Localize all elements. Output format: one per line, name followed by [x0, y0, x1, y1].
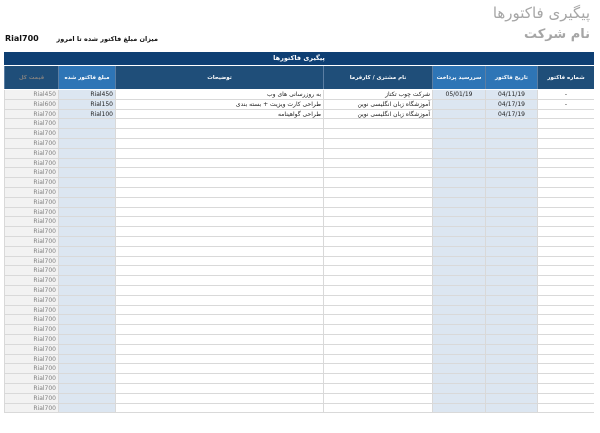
table-row-empty [4, 159, 594, 169]
cell-description[interactable] [115, 384, 323, 393]
cell-total[interactable]: Rial600 [4, 100, 58, 109]
cell-total[interactable]: Rial700 [4, 384, 58, 393]
cell-client[interactable] [323, 227, 432, 236]
invoiced-to-date-value[interactable]: Rial700 [5, 34, 39, 43]
cell-amount[interactable] [58, 404, 115, 413]
cell-amount[interactable] [58, 237, 115, 246]
col-header-total[interactable]: قیمت کل [4, 66, 58, 89]
cell-total[interactable]: Rial700 [4, 335, 58, 344]
cell-total[interactable]: Rial700 [4, 257, 58, 266]
cell-due-date[interactable] [432, 345, 485, 354]
cell-client[interactable] [323, 188, 432, 197]
cell-due-date[interactable] [432, 119, 485, 128]
cell-invoice-number[interactable] [537, 276, 594, 285]
table-row-empty [4, 119, 594, 129]
cell-invoice-number[interactable] [537, 208, 594, 217]
cell-description[interactable] [115, 394, 323, 403]
company-name[interactable]: نام شرکت [523, 27, 590, 42]
cell-client[interactable] [323, 257, 432, 266]
cell-invoice-date[interactable] [485, 188, 537, 197]
cell-total[interactable]: Rial700 [4, 296, 58, 305]
cell-description[interactable]: به روزرسانی های وب [115, 90, 323, 99]
cell-amount[interactable]: Rial450 [58, 90, 115, 99]
cell-description[interactable] [115, 364, 323, 373]
cell-due-date[interactable] [432, 139, 485, 148]
cell-client[interactable] [323, 266, 432, 275]
table-row [4, 90, 594, 100]
cell-description[interactable] [115, 335, 323, 344]
cell-client[interactable] [323, 247, 432, 256]
cell-description[interactable] [115, 168, 323, 177]
cell-invoice-number[interactable] [537, 296, 594, 305]
cell-due-date[interactable] [432, 384, 485, 393]
cell-amount[interactable] [58, 129, 115, 138]
cell-amount[interactable] [58, 276, 115, 285]
cell-client[interactable]: آموزشگاه زبان انگلیسی نوین [323, 110, 432, 119]
cell-due-date[interactable] [432, 149, 485, 158]
cell-invoice-number[interactable] [537, 374, 594, 383]
cell-client[interactable] [323, 364, 432, 373]
table-row-empty [4, 384, 594, 394]
table-row-empty [4, 374, 594, 384]
cell-client[interactable]: آموزشگاه زبان انگلیسی نوین [323, 100, 432, 109]
cell-invoice-number[interactable] [537, 355, 594, 364]
cell-invoice-date[interactable] [485, 266, 537, 275]
cell-description[interactable]: طراحی گواهینامه [115, 110, 323, 119]
cell-description[interactable] [115, 188, 323, 197]
cell-client[interactable] [323, 374, 432, 383]
cell-client[interactable] [323, 237, 432, 246]
cell-total[interactable]: Rial700 [4, 168, 58, 177]
table-row-empty [4, 355, 594, 365]
cell-invoice-date[interactable] [485, 168, 537, 177]
cell-invoice-date[interactable] [485, 394, 537, 403]
cell-total[interactable]: Rial700 [4, 325, 58, 334]
table-header-row [4, 66, 594, 89]
document-title: پیگیری فاکتورها [492, 4, 590, 22]
cell-amount[interactable] [58, 394, 115, 403]
cell-invoice-date[interactable] [485, 247, 537, 256]
cell-description[interactable] [115, 315, 323, 324]
cell-due-date[interactable] [432, 266, 485, 275]
cell-invoice-number[interactable] [537, 325, 594, 334]
cell-due-date[interactable] [432, 374, 485, 383]
cell-due-date[interactable] [432, 178, 485, 187]
cell-due-date[interactable] [432, 208, 485, 217]
cell-description[interactable] [115, 257, 323, 266]
cell-total[interactable]: Rial700 [4, 364, 58, 373]
cell-amount[interactable] [58, 364, 115, 373]
cell-total[interactable]: Rial700 [4, 237, 58, 246]
cell-invoice-number[interactable] [537, 139, 594, 148]
cell-amount[interactable] [58, 139, 115, 148]
cell-description[interactable]: طراحی کارت ویزیت + بسته بندی [115, 100, 323, 109]
cell-total[interactable]: Rial700 [4, 374, 58, 383]
cell-description[interactable] [115, 266, 323, 275]
cell-due-date[interactable] [432, 188, 485, 197]
cell-description[interactable] [115, 208, 323, 217]
table-row-empty [4, 208, 594, 218]
cell-description[interactable] [115, 119, 323, 128]
cell-amount[interactable] [58, 208, 115, 217]
table-row-empty [4, 286, 594, 296]
cell-due-date[interactable] [432, 404, 485, 413]
cell-total[interactable]: Rial700 [4, 247, 58, 256]
cell-due-date[interactable] [432, 198, 485, 207]
cell-client[interactable] [323, 404, 432, 413]
cell-invoice-date[interactable] [485, 345, 537, 354]
cell-description[interactable] [115, 306, 323, 315]
cell-invoice-date[interactable] [485, 217, 537, 226]
cell-invoice-date[interactable] [485, 257, 537, 266]
cell-due-date[interactable] [432, 355, 485, 364]
cell-invoice-date[interactable] [485, 237, 537, 246]
cell-total[interactable]: Rial700 [4, 119, 58, 128]
cell-description[interactable] [115, 286, 323, 295]
table-row-empty [4, 188, 594, 198]
cell-invoice-number[interactable] [537, 345, 594, 354]
cell-client[interactable] [323, 325, 432, 334]
cell-client[interactable] [323, 208, 432, 217]
cell-invoice-number[interactable] [537, 159, 594, 168]
cell-due-date[interactable] [432, 100, 485, 109]
cell-invoice-date[interactable] [485, 404, 537, 413]
cell-client[interactable] [323, 384, 432, 393]
cell-due-date[interactable] [432, 364, 485, 373]
cell-invoice-date[interactable] [485, 315, 537, 324]
cell-invoice-number[interactable] [537, 306, 594, 315]
table-row-empty [4, 149, 594, 159]
col-header-due-date[interactable]: سررسید پرداخت [432, 66, 485, 89]
cell-invoice-number[interactable] [537, 286, 594, 295]
cell-total[interactable]: Rial700 [4, 149, 58, 158]
cell-due-date[interactable] [432, 227, 485, 236]
cell-invoice-date[interactable] [485, 286, 537, 295]
table-row-empty [4, 404, 594, 414]
cell-due-date[interactable] [432, 296, 485, 305]
cell-invoice-number[interactable] [537, 247, 594, 256]
cell-total[interactable]: Rial700 [4, 217, 58, 226]
cell-amount[interactable] [58, 306, 115, 315]
cell-invoice-date[interactable] [485, 119, 537, 128]
cell-client[interactable] [323, 355, 432, 364]
cell-amount[interactable] [58, 149, 115, 158]
table-row-empty [4, 364, 594, 374]
cell-client[interactable] [323, 149, 432, 158]
table-row [4, 100, 594, 110]
cell-total[interactable]: Rial700 [4, 394, 58, 403]
cell-amount[interactable]: Rial150 [58, 100, 115, 109]
cell-due-date[interactable] [432, 257, 485, 266]
cell-due-date[interactable] [432, 306, 485, 315]
table-row-empty [4, 178, 594, 188]
table-row-empty [4, 335, 594, 345]
cell-invoice-date[interactable] [485, 129, 537, 138]
cell-client[interactable] [323, 178, 432, 187]
cell-invoice-date[interactable]: 04/11/19 [485, 90, 537, 99]
cell-invoice-number[interactable] [537, 394, 594, 403]
cell-amount[interactable] [58, 286, 115, 295]
cell-due-date[interactable] [432, 286, 485, 295]
cell-client[interactable] [323, 345, 432, 354]
table-row-empty [4, 198, 594, 208]
table-row-empty [4, 247, 594, 257]
cell-total[interactable]: Rial700 [4, 266, 58, 275]
cell-client[interactable] [323, 315, 432, 324]
cell-description[interactable] [115, 129, 323, 138]
table-row-empty [4, 394, 594, 404]
cell-total[interactable]: Rial700 [4, 178, 58, 187]
table-row-empty [4, 266, 594, 276]
table-banner: پیگیری فاکتورها [4, 52, 594, 65]
cell-due-date[interactable] [432, 129, 485, 138]
table-row-empty [4, 257, 594, 267]
cell-invoice-number[interactable] [537, 335, 594, 344]
cell-description[interactable] [115, 227, 323, 236]
cell-invoice-date[interactable] [485, 159, 537, 168]
table-row-empty [4, 129, 594, 139]
cell-total[interactable]: Rial700 [4, 404, 58, 413]
cell-invoice-number[interactable] [537, 129, 594, 138]
cell-total[interactable]: Rial700 [4, 355, 58, 364]
cell-due-date[interactable] [432, 335, 485, 344]
table-row-empty [4, 139, 594, 149]
cell-invoice-number[interactable] [537, 315, 594, 324]
cell-amount[interactable] [58, 168, 115, 177]
cell-description[interactable] [115, 198, 323, 207]
cell-invoice-date[interactable]: 04/17/19 [485, 110, 537, 119]
cell-amount[interactable] [58, 355, 115, 364]
cell-client[interactable] [323, 335, 432, 344]
cell-amount[interactable] [58, 188, 115, 197]
cell-total[interactable]: Rial700 [4, 198, 58, 207]
cell-due-date[interactable] [432, 159, 485, 168]
cell-total[interactable]: Rial700 [4, 110, 58, 119]
cell-invoice-date[interactable] [485, 198, 537, 207]
cell-invoice-number[interactable] [537, 217, 594, 226]
cell-description[interactable] [115, 149, 323, 158]
cell-invoice-number[interactable] [537, 257, 594, 266]
cell-total[interactable]: Rial700 [4, 188, 58, 197]
cell-amount[interactable] [58, 325, 115, 334]
cell-due-date[interactable] [432, 168, 485, 177]
cell-invoice-date[interactable] [485, 139, 537, 148]
cell-total[interactable]: Rial700 [4, 139, 58, 148]
cell-invoice-date[interactable] [485, 355, 537, 364]
cell-amount[interactable] [58, 315, 115, 324]
cell-due-date[interactable] [432, 237, 485, 246]
cell-total[interactable]: Rial450 [4, 90, 58, 99]
cell-invoice-date[interactable] [485, 208, 537, 217]
invoiced-to-date-label: میزان مبلغ فاکتور شده تا امروز [56, 35, 158, 43]
cell-invoice-date[interactable] [485, 335, 537, 344]
cell-due-date[interactable] [432, 315, 485, 324]
cell-client[interactable] [323, 129, 432, 138]
cell-client[interactable] [323, 276, 432, 285]
cell-invoice-number[interactable] [537, 119, 594, 128]
col-header-client[interactable]: نام مشتری / کارفرما [323, 66, 432, 89]
cell-description[interactable] [115, 178, 323, 187]
table-row-empty [4, 227, 594, 237]
cell-amount[interactable] [58, 119, 115, 128]
cell-description[interactable] [115, 139, 323, 148]
cell-description[interactable] [115, 325, 323, 334]
cell-invoice-date[interactable] [485, 178, 537, 187]
cell-client[interactable] [323, 217, 432, 226]
table-row-empty [4, 168, 594, 178]
cell-due-date[interactable] [432, 110, 485, 119]
col-header-amount[interactable]: مبلغ فاکتور شده [58, 66, 115, 89]
table-row [4, 110, 594, 120]
table-row-empty [4, 237, 594, 247]
cell-description[interactable] [115, 276, 323, 285]
cell-amount[interactable] [58, 335, 115, 344]
cell-amount[interactable]: Rial100 [58, 110, 115, 119]
cell-amount[interactable] [58, 159, 115, 168]
cell-invoice-date[interactable] [485, 384, 537, 393]
cell-description[interactable] [115, 159, 323, 168]
cell-amount[interactable] [58, 247, 115, 256]
cell-client[interactable] [323, 296, 432, 305]
cell-amount[interactable] [58, 178, 115, 187]
table-row-empty [4, 345, 594, 355]
cell-due-date[interactable] [432, 325, 485, 334]
cell-due-date[interactable] [432, 394, 485, 403]
cell-due-date[interactable] [432, 217, 485, 226]
cell-invoice-date[interactable] [485, 306, 537, 315]
cell-total[interactable]: Rial700 [4, 276, 58, 285]
cell-invoice-date[interactable] [485, 374, 537, 383]
cell-total[interactable]: Rial700 [4, 227, 58, 236]
cell-client[interactable] [323, 306, 432, 315]
table-row-empty [4, 315, 594, 325]
cell-invoice-date[interactable] [485, 325, 537, 334]
cell-due-date[interactable] [432, 276, 485, 285]
cell-invoice-number[interactable] [537, 178, 594, 187]
cell-total[interactable]: Rial700 [4, 306, 58, 315]
cell-invoice-number[interactable] [537, 237, 594, 246]
cell-invoice-date[interactable] [485, 364, 537, 373]
cell-description[interactable] [115, 217, 323, 226]
cell-amount[interactable] [58, 227, 115, 236]
cell-invoice-number[interactable] [537, 404, 594, 413]
col-header-invoice-number[interactable]: شماره فاکتور [537, 66, 594, 89]
cell-due-date[interactable] [432, 247, 485, 256]
cell-total[interactable]: Rial700 [4, 345, 58, 354]
cell-invoice-date[interactable] [485, 296, 537, 305]
col-header-description[interactable]: توضیحات [115, 66, 323, 89]
table-row-empty [4, 325, 594, 335]
cell-amount[interactable] [58, 345, 115, 354]
cell-invoice-number[interactable] [537, 110, 594, 119]
table-row-empty [4, 276, 594, 286]
cell-invoice-number[interactable] [537, 198, 594, 207]
cell-total[interactable]: Rial700 [4, 315, 58, 324]
cell-amount[interactable] [58, 217, 115, 226]
cell-client[interactable] [323, 139, 432, 148]
cell-client[interactable] [323, 394, 432, 403]
cell-invoice-number[interactable] [537, 227, 594, 236]
cell-client[interactable]: شرکت چوب تکتاز [323, 90, 432, 99]
cell-amount[interactable] [58, 384, 115, 393]
cell-total[interactable]: Rial700 [4, 159, 58, 168]
cell-description[interactable] [115, 404, 323, 413]
cell-invoice-date[interactable]: 04/17/19 [485, 100, 537, 109]
cell-description[interactable] [115, 247, 323, 256]
cell-invoice-number[interactable] [537, 188, 594, 197]
cell-invoice-number[interactable]: - [537, 90, 594, 99]
col-header-invoice-date[interactable]: تاریخ فاکتور [485, 66, 537, 89]
table-row-empty [4, 296, 594, 306]
cell-client[interactable] [323, 159, 432, 168]
cell-amount[interactable] [58, 266, 115, 275]
cell-invoice-date[interactable] [485, 149, 537, 158]
cell-invoice-number[interactable] [537, 364, 594, 373]
cell-invoice-number[interactable] [537, 266, 594, 275]
cell-description[interactable] [115, 237, 323, 246]
cell-amount[interactable] [58, 296, 115, 305]
cell-client[interactable] [323, 168, 432, 177]
cell-client[interactable] [323, 119, 432, 128]
cell-invoice-number[interactable]: - [537, 100, 594, 109]
cell-due-date[interactable]: 05/01/19 [432, 90, 485, 99]
table-row-empty [4, 306, 594, 316]
cell-total[interactable]: Rial700 [4, 129, 58, 138]
cell-invoice-number[interactable] [537, 384, 594, 393]
cell-invoice-number[interactable] [537, 149, 594, 158]
cell-amount[interactable] [58, 198, 115, 207]
cell-amount[interactable] [58, 374, 115, 383]
cell-client[interactable] [323, 198, 432, 207]
cell-description[interactable] [115, 355, 323, 364]
cell-client[interactable] [323, 286, 432, 295]
invoice-table [4, 52, 594, 413]
cell-amount[interactable] [58, 257, 115, 266]
cell-description[interactable] [115, 374, 323, 383]
cell-description[interactable] [115, 345, 323, 354]
cell-invoice-date[interactable] [485, 276, 537, 285]
table-body [4, 90, 594, 413]
cell-description[interactable] [115, 296, 323, 305]
cell-invoice-number[interactable] [537, 168, 594, 177]
cell-total[interactable]: Rial700 [4, 208, 58, 217]
table-row-empty [4, 217, 594, 227]
cell-invoice-date[interactable] [485, 227, 537, 236]
cell-total[interactable]: Rial700 [4, 286, 58, 295]
